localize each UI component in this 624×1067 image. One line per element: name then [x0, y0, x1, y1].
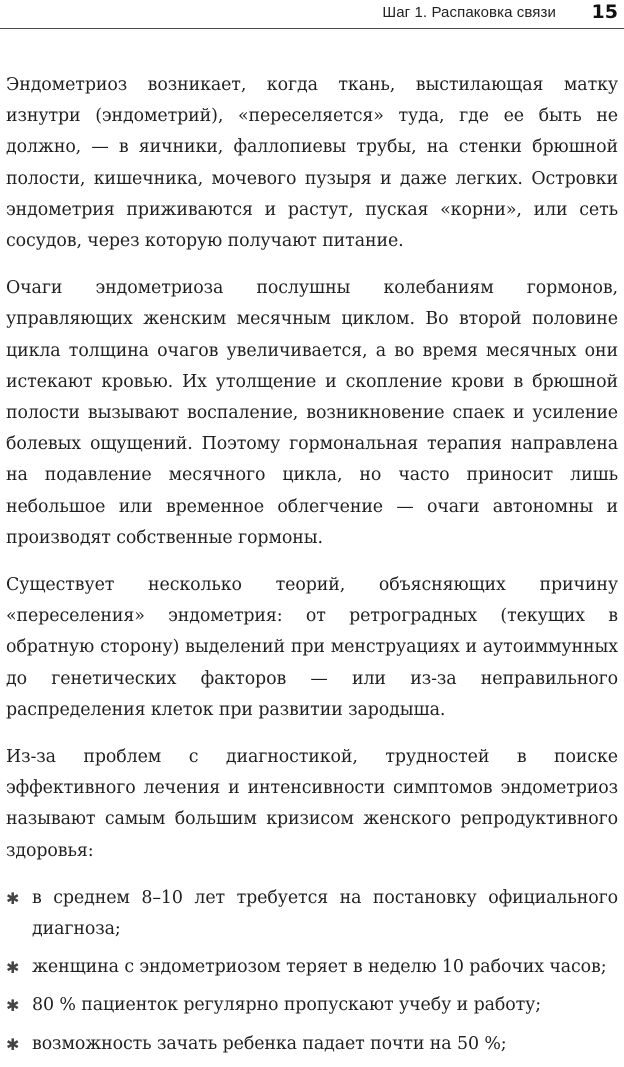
list-item	[6, 1029, 618, 1060]
asterisk-bullet-icon: ✱	[6, 1034, 20, 1054]
list-item-text: в среднем 8–10 лет требуется на постановку официального диагноза;	[32, 887, 618, 940]
list-item-text: женщина с эндометриозом теряет в неделю 10 рабочих часов;	[32, 957, 607, 978]
chapter-title: Шаг 1. Распаковка связи	[382, 4, 556, 21]
list-item-text: 80 % пациенток регулярно пропускают учебу и работу;	[32, 995, 542, 1016]
list-item	[6, 952, 618, 983]
list-item	[6, 990, 618, 1021]
paragraph-endometriosis-definition: Эндометриоз возникает, когда ткань, выстилающая матку изнутри (эндометрий), «переселяется» туда, где ее быть не должно, — в яичники, фаллопиевы трубы, на стенки брюшной полости, кишечника, мочевого пузыря и даже легких. Островки эндометрия приживаются и растут, пуская «корни», или сеть сосудов, через которую получают питание.	[6, 75, 618, 252]
header-divider	[0, 28, 624, 29]
list-item	[6, 883, 618, 945]
page-header	[0, 0, 624, 34]
asterisk-bullet-icon: ✱	[6, 996, 20, 1016]
list-item-text: возможность зачать ребенка падает почти на 50 %;	[32, 1033, 507, 1054]
paragraph-crisis: Из-за проблем с диагностикой, трудностей в поиске эффективного лечения и интенсивности симптомов эндометриоз называют самым большим кризисом женского репродуктивного здоровья:	[6, 747, 618, 861]
page-body	[6, 70, 618, 1067]
paragraph-theories: Существует несколько теорий, объясняющих причину «переселения» эндометрия: от ретроградных (текущих в обратную сторону) выделений при менструациях и аутоиммунных до генетических факторов — или из-за неправильного распределения клеток при развитии зародыша.	[6, 575, 618, 720]
page-number: 15	[591, 1, 618, 23]
paragraph-hormones: Очаги эндометриоза послушны колебаниям гормонов, управляющих женским месячным циклом. Во второй половине цикла толщина очагов увеличивается, а во время месячных они истекают кровью. Их утолщение и скопление крови в брюшной полости вызывают воспаление, возникновение спаек и усиление болевых ощущений. Поэтому гормональная терапия направлена на подавление месячного цикла, но часто приносит лишь небольшое или временное облегчение — очаги автономны и производят собственные гормоны.	[6, 278, 618, 548]
asterisk-bullet-icon: ✱	[6, 958, 20, 978]
asterisk-bullet-icon: ✱	[6, 888, 20, 908]
statistics-list	[6, 883, 618, 1060]
